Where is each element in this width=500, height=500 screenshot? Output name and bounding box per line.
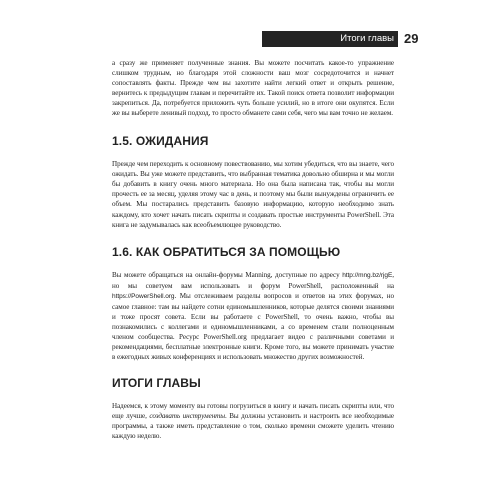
page-number: 29 [404,31,419,46]
summary-text-part-2: . Вы должны установить и настроить все необходимые программы, а также иметь представление о том, сколько времени сможете уделить чтению каждую неделю. [112,412,395,441]
manning-forum-link: http://mng.bz/rjgE [342,271,393,279]
section-heading-expectations: 1.5. ОЖИДАНИЯ [112,134,209,149]
running-head [262,31,398,47]
help-paragraph [112,270,394,362]
expectations-paragraph: Прежде чем переходить к основному повествованию, мы хотим убедиться, что вы знаете, чего ожидать. Вы уже можете представить, что выбранная тематика довольно обширна и мы могли бы добавить в книгу очень много материала. Но она была написана так, чтобы вы могли прочесть ее за месяц, уделяя этому час в день, и поэтому мы были вынуждены ограничить ее объем. Мы постарались представить базовую информацию, которую необходимо знать каждому, кто хочет начать писать скрипты и создавать простые инструменты PowerShell. Эта книга не задумывалась как всеобъемлющее руководство. [112,160,394,229]
help-text-part-1: Вы можете обращаться на онлайн-форумы Manning, доступные по адресу [112,270,343,279]
intro-paragraph: а сразу же применяет полученные знания. Вы можете посчитать какое-то упражнение слишком трудным, но благодаря этой сложности ваш мозг сосредоточится и начнет сопоставлять факты. Прежде чем вы захотите найти легкий ответ и открыть решение, вернитесь к предыдущим главам и перечитайте их. Такой поиск ответа позволит информации закрепиться. Да, потребуется приложить чуть больше усилий, но в итоге они окупятся. Если же вы выберете ленивый подход, то просто обманете сами себя, чего мы вам точно не желаем. [112,59,394,118]
page-body [112,58,394,441]
section-heading-summary: ИТОГИ ГЛАВЫ [112,376,201,391]
help-text-part-2: , но мы советуем вам использовать и форум PowerShell, расположенный на [112,270,394,290]
powershell-org-link: https://PowerShell.org [112,292,175,300]
help-text-part-3: . Мы отслеживаем разделы вопросов и ответов на этих форумах, но самое главное: там вы найдете сотни единомышленников, которые делятся своими знаниями и тоже просят совета. Если вы работаете с PowerShell, то очень важно, чтобы вы познакомились с коллегами и единомышленниками, а со временем стали полноценным членом сообщества. Ресурс PowerShell.org предлагает видео с различными советами и рекомендациями, бесплатные электронные книги. Кроме того, вы можете принимать участие в ежегодных живых конференциях и использовать множество других возможностей. [112,291,394,361]
section-heading-help: 1.6. КАК ОБРАТИТЬСЯ ЗА ПОМОЩЬЮ [112,244,341,259]
chapter-title: Итоги главы [340,33,394,44]
summary-paragraph [112,401,394,441]
summary-text-part-1: Надеемся, к этому моменту вы готовы погрузиться в книгу и начать писать скрипты или, что еще лучше, [112,402,394,421]
summary-emphasis: создавать инструменты [149,412,225,421]
